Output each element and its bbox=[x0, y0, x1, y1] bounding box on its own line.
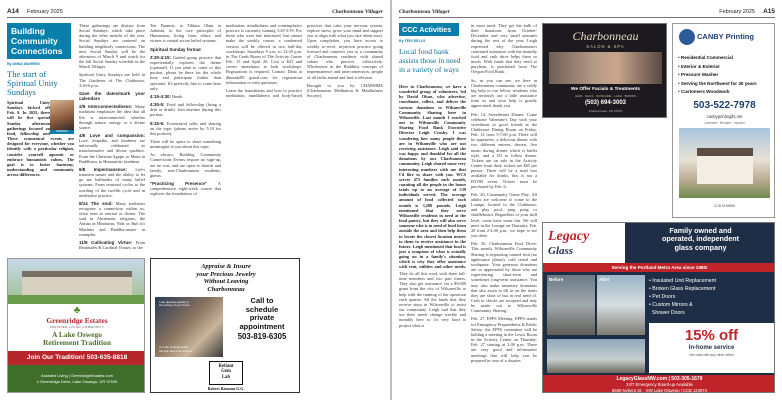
paragraph: A comprehensive eight-week course that explores the foundations of bbox=[150, 181, 221, 197]
tree-icon: ♣ bbox=[73, 305, 81, 316]
article-column-2 bbox=[79, 23, 145, 253]
author-photo bbox=[50, 100, 74, 130]
headline-line: Charbonneau bbox=[207, 285, 245, 293]
list-item bbox=[649, 309, 774, 317]
canby-logo-icon bbox=[679, 29, 695, 45]
lead-text-continued: These ecumenical events are designed for everyone, whether you identify with a particular religion, consider yourself agnostic or embrace humanistic values. The goal is to foster harmony, understanding and community across differences. bbox=[7, 136, 74, 178]
reliant-phone[interactable]: 503-819-6305 bbox=[237, 332, 287, 342]
paragraph: Food and fellowship (bring a dish or drink). Join anytime during this portion. bbox=[150, 102, 221, 118]
paragraph: From Beatitudes & Cardinal Virtues, to the bbox=[79, 239, 145, 251]
photo-note-line: I can appraise jewelry in bbox=[159, 300, 190, 304]
column-banner bbox=[399, 23, 459, 36]
appraiser-signature: Robert Bauman G.G. bbox=[207, 386, 245, 391]
reliant-headline bbox=[151, 263, 300, 293]
house-photo bbox=[679, 128, 770, 198]
publication-name: Charbonneau Villager bbox=[332, 9, 383, 15]
headline-line: Family owned and bbox=[669, 226, 732, 235]
list-item-text: Interior & Exterior bbox=[680, 63, 720, 69]
greenridge-logo bbox=[8, 304, 145, 329]
list-item: • Serving the Northwest for 30 years bbox=[678, 80, 757, 86]
greenridge-address: 4 Greenridge Drive, Lake Oswego, OR 97035 bbox=[36, 379, 118, 384]
right-page-header bbox=[399, 7, 775, 18]
article-column-4 bbox=[226, 23, 383, 135]
charbonneau-salon-ad[interactable] bbox=[542, 23, 667, 118]
article-headline: The start of Spiritual Unity Sundays bbox=[7, 69, 58, 97]
paragraph: Learn the foundations and how to practice meditation, mindfulness and body-based practices that calm your nervous system, explore stress, grow your mind and support you to align with what you care about most. Upon completion, you have access to weekly to-revel, in-person practice going forward and connects you to a community of Charbonneau residents with shared values who practice collectively. Wholesome in the Buddhist concepts of impermanence and interconnection, people of all faiths attend and find it relevant. bbox=[226, 23, 383, 99]
subheading: 6/8 Impermanence: bbox=[79, 166, 128, 172]
left-page-header bbox=[7, 7, 383, 18]
list-item-text: Pressure Washer bbox=[680, 72, 719, 77]
greenridge-title: Greenridge Estates bbox=[46, 316, 108, 325]
cta-line: schedule bbox=[245, 304, 279, 314]
canby-phone[interactable]: 503-522-7978 bbox=[693, 100, 756, 111]
paragraph: They do all this work with three full-time members and two part timers. They also get assistance via a $9,000 grant from the city of Wilsonville to help with the running of the operation each quarter. All the funds that they receive stays in Wilsonville to assist our community. Leigh said that they see their needs change weekly and monthly here so it's very hard to project what is bbox=[399, 271, 466, 328]
tagline-line-2: Retirement Tradition bbox=[42, 338, 112, 347]
salon-name: Charbonneau bbox=[572, 29, 639, 43]
headline-line: Without Leaving bbox=[203, 278, 249, 285]
paragraph: Break bbox=[172, 93, 183, 99]
subheading: 11/9 Cultivating Virtue: bbox=[79, 239, 133, 245]
greenridge-estates-ad[interactable] bbox=[7, 258, 145, 393]
list-item-text: Insulated Unit Replacement bbox=[652, 278, 716, 284]
subheading: "Practicing Presence" bbox=[150, 181, 208, 187]
greenridge-website: Assisted Living | GreenridgeEstates.com bbox=[41, 373, 113, 378]
column-banner bbox=[7, 23, 71, 59]
paragraph: As always, Building Community Connections Events require no sign-up, are no cost, and are open to friends and family, non-Charbonneau residents, guests. bbox=[150, 152, 221, 178]
article-column-2 bbox=[471, 23, 537, 393]
canby-website[interactable]: canbyprintinglls.net bbox=[706, 114, 743, 119]
lead-paragraph-top bbox=[7, 100, 50, 136]
subheading: 4:30-5: bbox=[150, 102, 165, 108]
legacy-serving-bar: Serving the Portland Metro Area since 1980! bbox=[543, 263, 775, 272]
after-label: After bbox=[599, 277, 610, 282]
canby-printing-ad[interactable] bbox=[672, 23, 775, 218]
reliant-gem-lab-logo bbox=[209, 361, 243, 385]
paragraph: These gatherings are distinct from Social Sundays, which take place during the other months of the year. Social Sundays are centered on building neighborly connections. The next Social Sunday will be the afternoon of March 9 and watch for the full Social Sunday schedule in the March Villager. bbox=[79, 23, 145, 70]
legacy-headline bbox=[627, 227, 774, 252]
legacy-logo bbox=[543, 223, 625, 263]
legacy-logo-name: Legacy bbox=[548, 229, 590, 244]
lead-paragraph bbox=[7, 136, 74, 258]
paragraph: Spiritual Unity Sundays are held in The Gardenes of The Clubhouse, 3:30-6 p.m. bbox=[79, 72, 145, 88]
salon-services: HAIR · NAILS · SKINCARE · LASH · BROWS bbox=[574, 94, 636, 98]
legacy-address: 8550 Nyberg St. · SW Lake Oswego | CCB 123974 bbox=[612, 387, 707, 393]
tagline-line-1: A Lake Oswego bbox=[51, 330, 102, 339]
subheading: Save the dates/mark your calendars bbox=[79, 90, 145, 102]
canby-license: Licensed · Bonded · Insured bbox=[704, 121, 745, 125]
subheading: 4/6 Love and compassion: bbox=[79, 132, 145, 138]
paragraph: There will be space to share something meaningful to you about this topic. bbox=[150, 138, 221, 150]
cta-line: private bbox=[249, 313, 275, 323]
article-column-3 bbox=[150, 23, 221, 253]
paragraph: in most need. They get the bulk of their donations from October-December and very small amounts during the rest of the year. Leigh expressed why Charbonneau's continued assistance with the monthly food and cash drive helps them so much. With funds that they need to purchase, is purchased from The Oregon Food Bank. bbox=[471, 23, 537, 75]
headline-line: Appraise & Insure bbox=[201, 263, 251, 270]
subheading: 8/14 The soul: bbox=[79, 200, 113, 206]
subheading: 5:15-6: bbox=[150, 120, 165, 126]
before-label: Before bbox=[549, 277, 564, 282]
list-item-text: Shower Doors bbox=[651, 310, 685, 316]
list-item-text: Custom Mirrors & bbox=[652, 302, 693, 308]
paragraph: meditation, mindfulness and contemplative practice is currently running 1/29-3/19. For those who were late interested, but cannot make the weekly course, a condensed version will be offered in two half-day workshops. Saturdays 9 a.m. to 12:30 p.m. in The Cards Room of The Activity Center Feb. 15 and April 26. Cost is $25 and covers attendance at both workshops. Registration is required. Contact Dana at dbeeadz89 gmail.com for registration information or with questions. bbox=[226, 23, 302, 85]
list-item: • Custom Mirrors & bbox=[649, 302, 693, 308]
list-item: • Pressure Washer bbox=[678, 72, 719, 77]
lead-paragraph: Here in Charbonneau, we have a wonderful group of volunteers, led by David Olson, who advertise, coordinate, collect, and deliver the various donations to Wilsonville Community Sharing here in Wilsonville. Last month I reached out to Wilsonville Community Sharing Food Bank Executive Director Leigh Crosby. I was wondering how many people there are in Wilsonville who are not receiving assistance. Leigh said she was happy and thankful for all the donations by our Charbonneau community. Leigh shared some very interesting numbers with me that I'd like to share with you. WCS serves 475 families each month, counting all the people in the house totals up to an average of 539 individuals served. The average amount of food collected each month is 3,200 pounds. Leigh mentioned that they serve Wilsonville residents in need at the food pantry, but they will also serve someone who is in need of food from outside the area and then help them to locate the closest location nearer to them to receive assistance in the future. Leigh mentioned that food is just a symptom of what is actually going on in a family's situation, which is why they offer assistance with rent, utilities and other needs. bbox=[399, 84, 466, 270]
left-page bbox=[0, 0, 390, 400]
greenridge-cta-phone[interactable]: Join Our Tradition! 503-635-8818 bbox=[8, 351, 145, 365]
after-photo bbox=[597, 275, 645, 335]
greenridge-tagline bbox=[8, 331, 145, 347]
page-number: A14 bbox=[7, 8, 19, 15]
headline-line: operated, independent bbox=[661, 234, 740, 244]
photo-caption: WARREN bbox=[50, 130, 74, 134]
article-headline: Local food bank assists those in need in a variety of ways bbox=[399, 47, 461, 74]
subheading: 4:15-4:30: bbox=[150, 93, 172, 99]
salon-subtitle: SALON & SPA bbox=[586, 44, 625, 49]
photo-note-bottom bbox=[159, 346, 192, 353]
lead-text: Spiritual Unity Sundays kicked off Feb. 9. In 2025, there will be five special Sunday afternoon gatherings focused on food, fellowship and bbox=[7, 100, 50, 136]
list-item: • Insulated Unit Replacement bbox=[649, 278, 716, 284]
page-number: A15 bbox=[763, 8, 775, 15]
cta-line: Call to bbox=[250, 296, 274, 305]
legacy-website-phone[interactable]: LegacyGlassNW.com | 503-305-1679 bbox=[616, 375, 703, 382]
list-item: • Broken Glass Replacement bbox=[649, 286, 716, 292]
coupon-terms: Not valid with any other offers bbox=[689, 353, 734, 357]
salon-offer: We Offer Facials & Treatments bbox=[570, 87, 641, 92]
paragraph: Ecumenical talks and sharing on the topic (please arrive by 5:10 for this portion). bbox=[150, 120, 221, 136]
paragraph: Life's transient nature and the ability to let go are hallmarks of many belief systems. From seasonal cycles to the wording of the twelfth cycle and in meditative practice. bbox=[79, 166, 145, 198]
canby-services-list bbox=[678, 54, 771, 97]
list-item-text: Customers Woodwork bbox=[680, 89, 730, 94]
list-item-text: Serving the Northwest for 30 years bbox=[680, 80, 757, 86]
list-item: • Residential Commercial bbox=[678, 55, 733, 60]
publication-name: Charbonneau Villager bbox=[399, 9, 450, 15]
paragraph: Brought to you by CHARMMS (Charbonneau Meditation & Mindfulness Society). bbox=[307, 82, 383, 99]
greenridge-subtitle: ASSISTED LIVING COMMUNITY bbox=[49, 325, 105, 329]
greenridge-footer bbox=[8, 365, 145, 393]
legacy-glass-ad[interactable] bbox=[542, 222, 775, 393]
paragraph: Feb. 20, Community Game Play: All adults are welcome to come to the Lounge, located in the Clubhouse, and play pool, ping pong or shuffleboard. Regardless of your skill level, come have some fun. We will meet in the Lounge on Thursday, Feb. 20 from 2-4:30 p.m., we hope to see you there. bbox=[471, 191, 537, 239]
reliant-cta bbox=[225, 297, 299, 342]
list-item-text: Pet Doors bbox=[652, 294, 676, 300]
reliant-gem-lab-ad[interactable] bbox=[150, 258, 300, 393]
banner-title: Building Community Connections bbox=[11, 26, 63, 56]
legacy-footer bbox=[543, 375, 775, 393]
article-column-1b bbox=[399, 271, 466, 393]
paragraph: Feb. 14, Sweethearts Dinner: Come celebrate Valentine's Day with your sweetheart or good friends at the Clubhouse Dining Room on Friday, Feb. 14 from 5-7:00 p.m. There will be appetizers, a delicious dinner with two different entrees, dessert, live music during dinner, which is buffet style, and a DJ to follow dinner. Tickets are on sale in the Activity Center front desk, tickets are $65 per person. There will be a mail box available for drinks; this is not a BYOB event. Tickets must be purchased by Feb. 6. bbox=[471, 111, 537, 189]
logo-line: Lab bbox=[221, 374, 231, 380]
subheading: 3:30-4:15: bbox=[150, 54, 172, 60]
salon-photo bbox=[549, 52, 662, 84]
salon-phone[interactable]: (503) 694-3003 bbox=[584, 100, 627, 106]
cta-line: appointment bbox=[239, 321, 285, 331]
paragraph: Feb. 27, EPPS Meeting: EPPS stands for Emergency Preparedness & Public Safety; the EPPS committee will be holding a meeting in the Lewis Room in the Activity Center on Thursday, Feb. 27 starting at 2:00 p.m. These are very good and informative meetings that will help you be prepared in case of a disaster. bbox=[471, 316, 537, 363]
paragraph: Ten Paramis, to Tikkun Olam in Judaism, to the core principles of Humanism, living from ethics and virtues is central across belief systems. bbox=[150, 23, 221, 44]
subheading: Spiritual Sunday format bbox=[150, 46, 201, 52]
list-item: • Interior & Exterior bbox=[678, 63, 720, 69]
article-lead-column bbox=[399, 84, 466, 271]
paragraph: So, as you can see, we here in Charbonneau community are a really big help to our fellow residents who are seriously use a little assistance from us and your help is greatly appreciated, thank you. bbox=[471, 77, 537, 109]
list-item: • Customers Woodwork bbox=[678, 89, 730, 94]
issue-date: February 2025 bbox=[27, 9, 63, 15]
right-page bbox=[392, 0, 782, 400]
headline-line: glass company bbox=[674, 242, 727, 252]
logo-line: Gem bbox=[221, 369, 231, 374]
banner-title: CCC Activities bbox=[402, 24, 452, 34]
photo-note-line: the privacy of your home bbox=[159, 303, 190, 308]
photo-note-line: or in the modular center bbox=[159, 345, 189, 350]
subheading: 2/9 Interconnectedness: bbox=[79, 104, 133, 110]
byline: By TERI SELLS bbox=[399, 39, 426, 43]
paragraph: Many traditions recognize a connection within us, often seen as eternal or divine. The soul in Abrahamic religions, the Atman in Hinduism, Nafs or Ruh for Muslims and Buddha-nature in examples. bbox=[79, 200, 145, 237]
headline-line: your Precious Jewelry bbox=[196, 270, 256, 278]
building-photo bbox=[8, 259, 145, 304]
legacy-services-list bbox=[649, 277, 774, 317]
legacy-coupon[interactable] bbox=[649, 323, 774, 373]
paragraph: Many traditions emphasize the idea that all life is interconnected, whether through nature, energy or a divine source. bbox=[79, 104, 145, 130]
window-photo bbox=[547, 339, 645, 373]
list-item: • Pet Doors bbox=[649, 294, 676, 300]
jewelry-photo bbox=[155, 297, 223, 357]
coupon-service: In-home service bbox=[688, 345, 735, 351]
list-item-text: Broken Glass Replacement bbox=[652, 286, 716, 292]
paragraph: Love, empathy, and kindness are universally celebrated as transformative and divine qualities. From the Christian Agape, to Metta in Buddhism, to Humanistic kindness. bbox=[79, 138, 145, 164]
before-photo bbox=[547, 275, 595, 335]
coupon-discount: 15% off bbox=[684, 327, 739, 344]
legacy-logo-sub: Glass bbox=[548, 245, 574, 257]
logo-line: Reliant bbox=[218, 363, 234, 369]
salon-address: Charbonneau, OR 97070 bbox=[588, 109, 623, 113]
photo-note-line: We just need to be indoors bbox=[159, 348, 193, 353]
byline: By ANNA WARREN bbox=[7, 62, 40, 66]
paragraph: Guided group practice that experientially explores the theme (optional). If you plan to come to this portion, please be there for the whole time and participate (rather than spectate). It's perfectly fine to come later only. bbox=[150, 54, 221, 91]
issue-date: February 2025 bbox=[719, 9, 755, 15]
photo-note bbox=[159, 301, 190, 308]
canby-title: CANBY Printing bbox=[697, 32, 754, 41]
canby-ccb: CCB #195965 bbox=[713, 204, 736, 208]
list-item-text: Residential Commercial bbox=[680, 55, 733, 60]
legacy-emergency: 24/7 Emergency Board-up Available bbox=[626, 382, 693, 388]
paragraph: Feb. 26, Charbonneau Food Drive: This month, Wilsonville Community Sharing is requesting canned fruit (no applesauce please), cold cereal and toothpaste. Your generous donations are so appreciated by those who are experiencing short-term and sometimes long-term assistance. You may also make monetary donations that also assist to fill in on the items they are short of but in real need of. Cash or checks are accepted and may be made out to Wilsonville Community Sharing. bbox=[471, 241, 537, 314]
